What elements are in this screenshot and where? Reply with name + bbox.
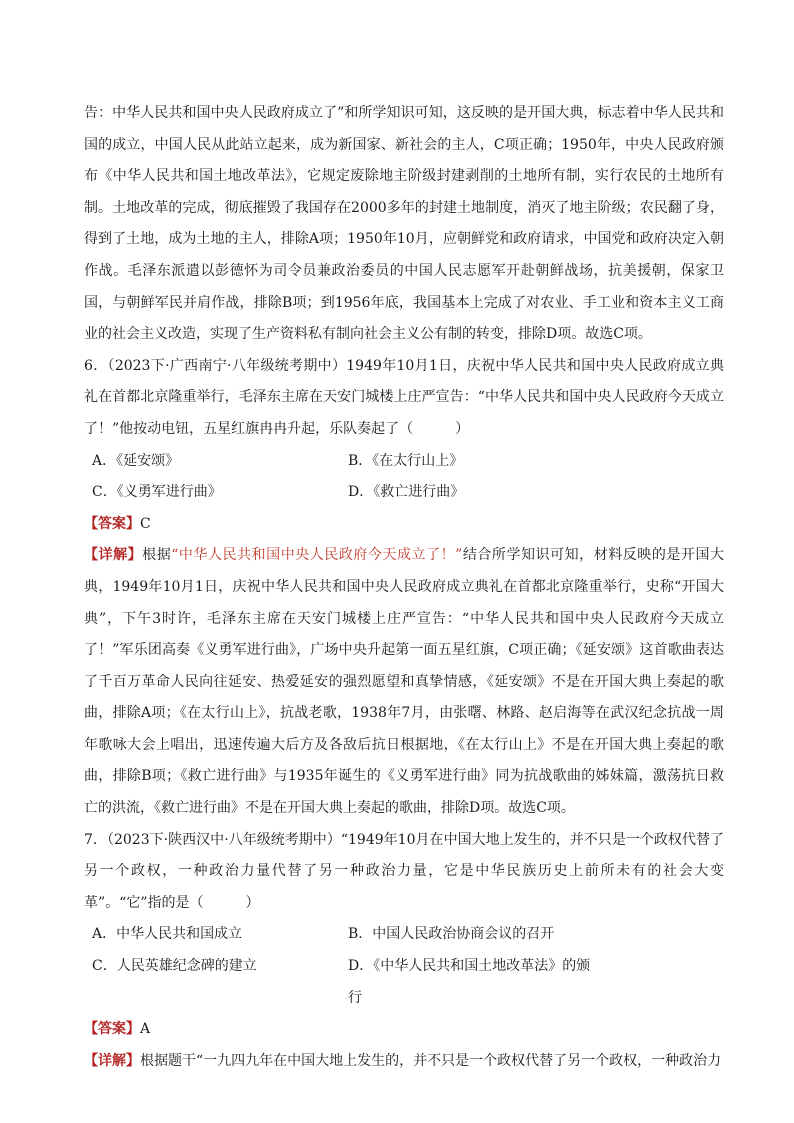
explain-pre: 根据 <box>142 547 172 564</box>
q6-option-c: C．《义勇军进行曲》 <box>92 484 222 501</box>
previous-explanation: 告：中华人民共和国中央人民政府成立了”和所学知识可知，这反映的是开国大典，标志着中华人民共和国的成立，中国人民从此站立起来，成为新国家、新社会的主人，C项正确；1950年，中央人民政府颁布《中华人民共和国土地改革法》，它规定废除地主阶级封建剥削的土地所有制，实行农民的土地所有制。土地改革的完成，彻底摧毁了我国存在2000多年的封建土地制度，消灭了地主阶级；农民翻了身，得到了土地，成为土地的主人，排除A项；1950年10月，应朝鲜党和政府请求，中国党和政府决定入朝作战。毛泽东派遣以彭德怀为司令员兼政治委员的中国人民志愿军开赴朝鲜战场，抗美援朝，保家卫国，与朝鲜军民并肩作战，排除B项；到1956年底，我国基本上完成了对农业、手工业和资本主义工商业的社会主义改造，实现了生产资料私有制向社会主义公有制的转变，排除D项。故选C项。 <box>84 105 724 343</box>
q7-option-b: B．中国人民政治协商会议的召开 <box>348 926 555 943</box>
q6-option-b: B．《在太行山上》 <box>348 452 464 469</box>
question-6-stem: 6．（2023下·广西南宁·八年级统考期中）1949年10月1日，庆祝中华人民共和国中央人民政府成立典礼在首都北京隆重举行，毛泽东主席在天安门城楼上庄严宣告：“中华人民共和国中央人民政府今天成立了！”他按动电钮，五星红旗冉冉升起，乐队奏起了（ ） <box>84 357 724 437</box>
answer-value: C <box>140 515 151 532</box>
q7-option-a: A．中华人民共和国成立 <box>92 926 243 943</box>
answer-label: 【答案】 <box>84 1021 140 1038</box>
explain-text: 根据题干“一九四九年在中国大地上发生的，并不只是一个政权代替了另一个政权，一种政治力 <box>140 1052 722 1069</box>
answer-value: A <box>140 1021 151 1038</box>
explain-rest: 结合所学知识可知，材料反映的是开国大典，1949年10月1日，庆祝中华人民共和国中央人民政府成立典礼在首都北京隆重举行，史称“开国大典”，下午3时许，毛泽东主席在天安门城楼上庄严宣告：“中华人民共和国中央人民政府今天成立了！”军乐团高奏《义勇军进行曲》，广场中央升起第一面五星红旗，C项正确；《延安颂》这首歌曲表达了千百万革命人民向往延安、热爱延安的强烈愿望和真挚情感，《延安颂》不是在开国大典上奏起的歌曲，排除A项；《在太行山上》，抗战老歌，1938年7月，由张曙、林路、赵启海等在武汉纪念抗战一周年歌咏大会上唱出，迅速传遍大后方及各敌后抗日根据地，《在太行山上》不是在开国大典上奏起的歌曲，排除B项；《救亡进行曲》与1935年诞生的《义勇军进行曲》同为抗战歌曲的姊妹篇，激荡抗日救亡的洪流，《救亡进行曲》不是在开国大典上奏起的歌曲，排除D项。故选C项。 <box>84 547 724 817</box>
q7-option-c: C．人民英雄纪念碑的建立 <box>92 958 257 975</box>
question-6-explanation <box>84 540 724 824</box>
question-6-options <box>84 446 724 509</box>
question-7-answer <box>84 1014 724 1046</box>
question-6-answer <box>84 509 724 541</box>
q6-option-a: A．《延安颂》 <box>92 452 180 469</box>
explain-label: 【详解】 <box>84 1052 140 1069</box>
explain-quote: “中华人民共和国中央人民政府今天成立了！” <box>171 547 463 564</box>
answer-label: 【答案】 <box>84 515 140 532</box>
document-page <box>84 98 724 1077</box>
q7-option-d: D．《中华人民共和国土地改革法》的颁行 <box>348 958 591 1006</box>
q6-option-d: D．《救亡进行曲》 <box>348 484 465 501</box>
question-7-explanation <box>84 1046 724 1078</box>
question-7-options <box>84 919 724 1014</box>
explain-label: 【详解】 <box>84 547 143 564</box>
question-7-stem: 7．（2023下·陕西汉中·八年级统考期中）“1949年10月在中国大地上发生的，并不只是一个政权代替了另一个政权，一种政治力量代替了另一种政治力量，它是中华民族历史上前所未有的社会大变革”。“它”指的是（ ） <box>84 831 724 911</box>
